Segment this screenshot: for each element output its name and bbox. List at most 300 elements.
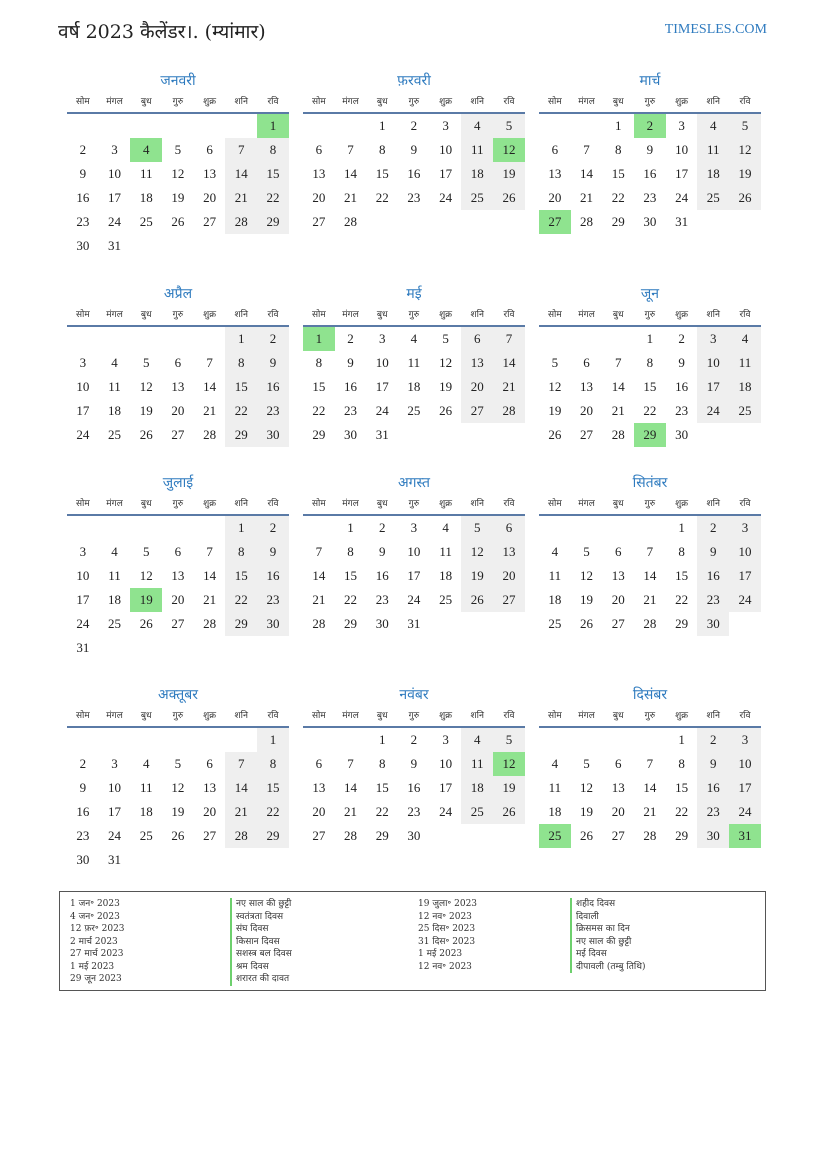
day-cell[interactable]: 13	[203, 166, 217, 181]
day-cell[interactable]: 15	[675, 780, 689, 795]
day-cell[interactable]: 13	[611, 780, 625, 795]
day-cell[interactable]: 8	[347, 544, 354, 559]
day-cell[interactable]: 4	[551, 544, 559, 559]
day-cell[interactable]: 23	[257, 588, 289, 612]
day-cell[interactable]: 12	[171, 166, 185, 181]
day-cell[interactable]: 2	[678, 331, 685, 346]
day-cell[interactable]: 1	[678, 520, 685, 535]
day-cell[interactable]: 13	[461, 351, 493, 375]
day-cell[interactable]: 13	[580, 379, 594, 394]
day-cell[interactable]: 12	[461, 540, 493, 564]
day-cell[interactable]: 4	[461, 114, 493, 138]
day-cell[interactable]: 15	[257, 776, 289, 800]
day-cell[interactable]: 26	[580, 616, 594, 631]
day-cell[interactable]: 11	[548, 780, 562, 795]
day-cell[interactable]: 22	[375, 190, 389, 205]
day-cell[interactable]: 27	[611, 828, 625, 843]
day-cell[interactable]: 6	[583, 355, 590, 370]
day-cell[interactable]: 3	[111, 756, 118, 771]
day-cell[interactable]: 6	[206, 756, 213, 771]
day-cell[interactable]: 11	[139, 780, 153, 795]
day-cell[interactable]: 4	[729, 327, 761, 351]
day-cell[interactable]: 11	[461, 138, 493, 162]
day-cell[interactable]: 8	[225, 351, 257, 375]
day-cell[interactable]: 21	[643, 592, 657, 607]
day-cell[interactable]: 23	[344, 403, 358, 418]
day-cell[interactable]: 9	[646, 142, 654, 157]
day-cell[interactable]: 24	[108, 214, 122, 229]
day-cell[interactable]: 11	[461, 752, 493, 776]
day-cell[interactable]: 16	[76, 190, 90, 205]
day-cell[interactable]: 11	[729, 351, 761, 375]
day-cell[interactable]: 26	[439, 403, 453, 418]
day-cell[interactable]: 5	[729, 114, 761, 138]
day-cell[interactable]: 25	[139, 828, 153, 843]
day-cell[interactable]: 8	[378, 756, 386, 771]
day-cell[interactable]: 23	[257, 399, 289, 423]
day-cell[interactable]: 15	[643, 379, 657, 394]
day-cell[interactable]: 17	[108, 190, 122, 205]
day-cell[interactable]: 12	[171, 780, 185, 795]
day-cell[interactable]: 24	[76, 616, 90, 631]
day-cell[interactable]: 4	[442, 520, 449, 535]
day-cell[interactable]: 21	[611, 403, 625, 418]
day-cell[interactable]: 30	[257, 423, 289, 447]
day-cell[interactable]: 1	[614, 118, 622, 133]
day-cell[interactable]: 6	[174, 355, 182, 370]
day-cell[interactable]: 9	[79, 780, 87, 795]
day-cell[interactable]: 25	[139, 214, 153, 229]
day-cell[interactable]: 30	[76, 238, 90, 253]
day-cell[interactable]: 28	[344, 828, 358, 843]
day-cell[interactable]: 2	[378, 520, 386, 535]
day-cell[interactable]: 9	[678, 355, 685, 370]
day-cell[interactable]: 8	[646, 355, 654, 370]
day-cell[interactable]: 7	[206, 544, 213, 559]
day-cell[interactable]: 20	[203, 190, 217, 205]
day-cell[interactable]: 21	[225, 800, 257, 824]
day-cell[interactable]: 7	[646, 756, 654, 771]
day-cell[interactable]: 18	[439, 568, 453, 583]
day-cell[interactable]: 5	[142, 355, 150, 370]
day-cell[interactable]: 25	[439, 592, 453, 607]
day-cell[interactable]: 4	[142, 756, 150, 771]
day-cell[interactable]: 15	[225, 375, 257, 399]
day-cell[interactable]: 21	[344, 190, 358, 205]
day-cell[interactable]: 26	[171, 214, 185, 229]
day-cell[interactable]: 17	[108, 804, 122, 819]
site-link[interactable]: TIMESLES.COM	[664, 22, 767, 37]
day-cell[interactable]: 22	[225, 588, 257, 612]
day-cell[interactable]: 25	[108, 616, 122, 631]
day-cell[interactable]: 2	[257, 516, 289, 540]
day-cell[interactable]: 20	[171, 592, 185, 607]
day-cell[interactable]: 12	[729, 138, 761, 162]
day-cell[interactable]: 25	[461, 800, 493, 824]
day-cell[interactable]: 28	[643, 828, 657, 843]
day-cell[interactable]: 21	[225, 186, 257, 210]
day-cell[interactable]: 18	[548, 804, 562, 819]
day-cell[interactable]: 5	[583, 756, 590, 771]
day-cell[interactable]: 23	[643, 190, 657, 205]
day-cell[interactable]: 11	[548, 568, 562, 583]
day-cell[interactable]: 25	[548, 616, 562, 631]
day-cell[interactable]: 19	[439, 379, 453, 394]
day-cell[interactable]: 26	[729, 186, 761, 210]
day-cell[interactable]: 17	[439, 780, 453, 795]
day-cell[interactable]: 23	[407, 190, 421, 205]
day-cell[interactable]: 10	[439, 142, 453, 157]
day-cell[interactable]: 16	[675, 379, 689, 394]
day-cell[interactable]: 2	[697, 728, 729, 752]
day-cell[interactable]: 12	[139, 379, 153, 394]
day-cell[interactable]: 8	[315, 355, 323, 370]
day-cell[interactable]: 29	[675, 828, 689, 843]
day-cell[interactable]: 21	[643, 804, 657, 819]
day-cell[interactable]: 23	[76, 828, 90, 843]
day-cell[interactable]: 5	[442, 331, 449, 346]
day-cell[interactable]: 18	[108, 592, 122, 607]
day-cell[interactable]: 5	[174, 142, 182, 157]
day-cell[interactable]: 30	[344, 427, 358, 442]
day-cell[interactable]: 9	[257, 351, 289, 375]
day-cell[interactable]: 14	[203, 379, 217, 394]
day-cell[interactable]: 29	[312, 427, 326, 442]
holiday-day-cell[interactable]: 12	[493, 752, 525, 776]
day-cell[interactable]: 26	[461, 588, 493, 612]
day-cell[interactable]: 27	[312, 214, 326, 229]
day-cell[interactable]: 22	[643, 403, 657, 418]
day-cell[interactable]: 30	[375, 616, 389, 631]
day-cell[interactable]: 22	[257, 800, 289, 824]
day-cell[interactable]: 3	[442, 732, 449, 747]
day-cell[interactable]: 15	[225, 564, 257, 588]
holiday-day-cell[interactable]: 1	[257, 114, 289, 138]
day-cell[interactable]: 3	[79, 544, 87, 559]
day-cell[interactable]: 24	[108, 828, 122, 843]
day-cell[interactable]: 27	[580, 427, 594, 442]
day-cell[interactable]: 20	[461, 375, 493, 399]
day-cell[interactable]: 6	[315, 756, 323, 771]
day-cell[interactable]: 17	[407, 568, 421, 583]
day-cell[interactable]: 10	[76, 568, 90, 583]
day-cell[interactable]: 8	[257, 752, 289, 776]
day-cell[interactable]: 10	[439, 756, 453, 771]
day-cell[interactable]: 13	[548, 166, 562, 181]
day-cell[interactable]: 1	[257, 728, 289, 752]
day-cell[interactable]: 26	[493, 800, 525, 824]
day-cell[interactable]: 27	[493, 588, 525, 612]
day-cell[interactable]: 14	[493, 351, 525, 375]
day-cell[interactable]: 19	[493, 162, 525, 186]
day-cell[interactable]: 1	[347, 520, 354, 535]
day-cell[interactable]: 3	[410, 520, 418, 535]
day-cell[interactable]: 20	[611, 804, 625, 819]
day-cell[interactable]: 5	[551, 355, 559, 370]
day-cell[interactable]: 22	[312, 403, 326, 418]
day-cell[interactable]: 21	[203, 403, 217, 418]
day-cell[interactable]: 3	[729, 728, 761, 752]
day-cell[interactable]: 21	[344, 804, 358, 819]
day-cell[interactable]: 4	[111, 544, 118, 559]
day-cell[interactable]: 11	[407, 355, 421, 370]
day-cell[interactable]: 12	[580, 568, 594, 583]
day-cell[interactable]: 6	[174, 544, 182, 559]
day-cell[interactable]: 29	[225, 612, 257, 636]
day-cell[interactable]: 20	[611, 592, 625, 607]
day-cell[interactable]: 24	[375, 403, 389, 418]
day-cell[interactable]: 3	[442, 118, 449, 133]
day-cell[interactable]: 19	[171, 190, 185, 205]
day-cell[interactable]: 23	[375, 592, 389, 607]
day-cell[interactable]: 18	[139, 190, 153, 205]
day-cell[interactable]: 2	[79, 142, 87, 157]
day-cell[interactable]: 3	[678, 118, 685, 133]
day-cell[interactable]: 13	[493, 540, 525, 564]
day-cell[interactable]: 11	[139, 166, 153, 181]
day-cell[interactable]: 24	[729, 588, 761, 612]
day-cell[interactable]: 9	[410, 142, 418, 157]
day-cell[interactable]: 8	[678, 544, 685, 559]
day-cell[interactable]: 30	[643, 214, 657, 229]
day-cell[interactable]: 17	[375, 379, 389, 394]
day-cell[interactable]: 9	[697, 540, 729, 564]
day-cell[interactable]: 4	[697, 114, 729, 138]
day-cell[interactable]: 6	[461, 327, 493, 351]
day-cell[interactable]: 14	[580, 166, 594, 181]
day-cell[interactable]: 10	[729, 752, 761, 776]
day-cell[interactable]: 31	[407, 616, 421, 631]
holiday-day-cell[interactable]: 12	[493, 138, 525, 162]
day-cell[interactable]: 18	[697, 162, 729, 186]
day-cell[interactable]: 27	[611, 616, 625, 631]
holiday-day-cell[interactable]: 1	[303, 327, 335, 351]
day-cell[interactable]: 18	[461, 776, 493, 800]
day-cell[interactable]: 5	[461, 516, 493, 540]
day-cell[interactable]: 16	[257, 564, 289, 588]
day-cell[interactable]: 27	[203, 828, 217, 843]
day-cell[interactable]: 17	[76, 403, 90, 418]
day-cell[interactable]: 14	[344, 780, 358, 795]
day-cell[interactable]: 7	[646, 544, 654, 559]
day-cell[interactable]: 31	[675, 214, 689, 229]
day-cell[interactable]: 27	[461, 399, 493, 423]
day-cell[interactable]: 25	[729, 399, 761, 423]
day-cell[interactable]: 20	[493, 564, 525, 588]
day-cell[interactable]: 25	[407, 403, 421, 418]
day-cell[interactable]: 1	[378, 118, 386, 133]
day-cell[interactable]: 30	[407, 828, 421, 843]
day-cell[interactable]: 13	[171, 379, 185, 394]
day-cell[interactable]: 7	[206, 355, 213, 370]
day-cell[interactable]: 22	[611, 190, 625, 205]
day-cell[interactable]: 15	[675, 568, 689, 583]
day-cell[interactable]: 14	[203, 568, 217, 583]
day-cell[interactable]: 7	[347, 142, 354, 157]
day-cell[interactable]: 16	[697, 564, 729, 588]
day-cell[interactable]: 8	[257, 138, 289, 162]
day-cell[interactable]: 4	[410, 331, 418, 346]
day-cell[interactable]: 6	[551, 142, 559, 157]
day-cell[interactable]: 20	[548, 190, 562, 205]
day-cell[interactable]: 6	[614, 544, 622, 559]
day-cell[interactable]: 8	[378, 142, 386, 157]
day-cell[interactable]: 6	[493, 516, 525, 540]
day-cell[interactable]: 17	[697, 375, 729, 399]
day-cell[interactable]: 29	[257, 210, 289, 234]
day-cell[interactable]: 24	[729, 800, 761, 824]
day-cell[interactable]: 26	[139, 616, 153, 631]
day-cell[interactable]: 24	[439, 190, 453, 205]
day-cell[interactable]: 22	[257, 186, 289, 210]
holiday-day-cell[interactable]: 29	[634, 423, 666, 447]
day-cell[interactable]: 27	[171, 427, 185, 442]
day-cell[interactable]: 21	[312, 592, 326, 607]
day-cell[interactable]: 7	[614, 355, 622, 370]
day-cell[interactable]: 2	[79, 756, 87, 771]
day-cell[interactable]: 28	[225, 210, 257, 234]
day-cell[interactable]: 24	[407, 592, 421, 607]
day-cell[interactable]: 23	[697, 800, 729, 824]
day-cell[interactable]: 19	[580, 804, 594, 819]
holiday-day-cell[interactable]: 19	[130, 588, 162, 612]
day-cell[interactable]: 11	[108, 568, 121, 583]
day-cell[interactable]: 24	[439, 804, 453, 819]
holiday-day-cell[interactable]: 27	[539, 210, 571, 234]
day-cell[interactable]: 28	[312, 616, 326, 631]
day-cell[interactable]: 29	[611, 214, 625, 229]
day-cell[interactable]: 31	[375, 427, 389, 442]
day-cell[interactable]: 26	[493, 186, 525, 210]
day-cell[interactable]: 30	[76, 852, 90, 867]
day-cell[interactable]: 7	[347, 756, 354, 771]
day-cell[interactable]: 20	[312, 804, 326, 819]
day-cell[interactable]: 12	[580, 780, 594, 795]
day-cell[interactable]: 2	[410, 732, 418, 747]
day-cell[interactable]: 14	[225, 776, 257, 800]
day-cell[interactable]: 16	[375, 568, 389, 583]
day-cell[interactable]: 20	[203, 804, 217, 819]
day-cell[interactable]: 29	[375, 828, 389, 843]
day-cell[interactable]: 22	[675, 592, 689, 607]
day-cell[interactable]: 27	[203, 214, 217, 229]
day-cell[interactable]: 3	[729, 516, 761, 540]
day-cell[interactable]: 4	[111, 355, 118, 370]
day-cell[interactable]: 20	[312, 190, 326, 205]
day-cell[interactable]: 30	[697, 824, 729, 848]
day-cell[interactable]: 20	[580, 403, 594, 418]
day-cell[interactable]: 19	[493, 776, 525, 800]
day-cell[interactable]: 17	[439, 166, 453, 181]
day-cell[interactable]: 25	[697, 186, 729, 210]
day-cell[interactable]: 15	[375, 780, 389, 795]
day-cell[interactable]: 5	[174, 756, 182, 771]
day-cell[interactable]: 17	[76, 592, 90, 607]
day-cell[interactable]: 8	[225, 540, 257, 564]
day-cell[interactable]: 1	[678, 732, 685, 747]
holiday-day-cell[interactable]: 31	[729, 824, 761, 848]
day-cell[interactable]: 18	[407, 379, 421, 394]
day-cell[interactable]: 10	[407, 544, 421, 559]
day-cell[interactable]: 27	[171, 616, 185, 631]
day-cell[interactable]: 22	[375, 804, 389, 819]
day-cell[interactable]: 31	[108, 852, 122, 867]
day-cell[interactable]: 23	[675, 403, 689, 418]
day-cell[interactable]: 7	[225, 138, 257, 162]
day-cell[interactable]: 15	[344, 568, 358, 583]
day-cell[interactable]: 28	[225, 824, 257, 848]
day-cell[interactable]: 10	[108, 166, 122, 181]
day-cell[interactable]: 19	[171, 804, 185, 819]
day-cell[interactable]: 9	[410, 756, 418, 771]
day-cell[interactable]: 10	[697, 351, 729, 375]
day-cell[interactable]: 23	[697, 588, 729, 612]
day-cell[interactable]: 29	[257, 824, 289, 848]
day-cell[interactable]: 6	[614, 756, 622, 771]
day-cell[interactable]: 14	[225, 162, 257, 186]
day-cell[interactable]: 22	[675, 804, 689, 819]
day-cell[interactable]: 19	[139, 403, 153, 418]
day-cell[interactable]: 16	[407, 780, 421, 795]
day-cell[interactable]: 27	[312, 828, 326, 843]
day-cell[interactable]: 15	[312, 379, 326, 394]
day-cell[interactable]: 10	[76, 379, 90, 394]
day-cell[interactable]: 7	[315, 544, 323, 559]
day-cell[interactable]: 14	[344, 166, 358, 181]
day-cell[interactable]: 10	[108, 780, 122, 795]
day-cell[interactable]: 4	[551, 756, 559, 771]
day-cell[interactable]: 9	[79, 166, 87, 181]
day-cell[interactable]: 14	[611, 379, 625, 394]
day-cell[interactable]: 5	[493, 114, 525, 138]
day-cell[interactable]: 19	[548, 403, 562, 418]
day-cell[interactable]: 31	[108, 238, 122, 253]
day-cell[interactable]: 18	[108, 403, 122, 418]
day-cell[interactable]: 26	[548, 427, 562, 442]
day-cell[interactable]: 16	[344, 379, 358, 394]
day-cell[interactable]: 25	[461, 186, 493, 210]
day-cell[interactable]: 5	[142, 544, 150, 559]
day-cell[interactable]: 15	[257, 162, 289, 186]
day-cell[interactable]: 1	[378, 732, 386, 747]
day-cell[interactable]: 14	[643, 568, 657, 583]
day-cell[interactable]: 1	[225, 327, 257, 351]
day-cell[interactable]: 28	[580, 214, 594, 229]
day-cell[interactable]: 7	[493, 327, 525, 351]
day-cell[interactable]: 7	[225, 752, 257, 776]
day-cell[interactable]: 16	[697, 776, 729, 800]
day-cell[interactable]: 21	[493, 375, 525, 399]
day-cell[interactable]: 13	[312, 166, 326, 181]
day-cell[interactable]: 15	[375, 166, 389, 181]
holiday-day-cell[interactable]: 25	[539, 824, 571, 848]
day-cell[interactable]: 24	[675, 190, 689, 205]
day-cell[interactable]: 17	[675, 166, 689, 181]
day-cell[interactable]: 16	[407, 166, 421, 181]
day-cell[interactable]: 28	[643, 616, 657, 631]
day-cell[interactable]: 9	[378, 544, 386, 559]
day-cell[interactable]: 3	[111, 142, 118, 157]
day-cell[interactable]: 2	[410, 118, 418, 133]
day-cell[interactable]: 24	[697, 399, 729, 423]
day-cell[interactable]: 10	[675, 142, 689, 157]
day-cell[interactable]: 23	[407, 804, 421, 819]
day-cell[interactable]: 22	[225, 399, 257, 423]
day-cell[interactable]: 3	[697, 327, 729, 351]
day-cell[interactable]: 29	[225, 423, 257, 447]
day-cell[interactable]: 22	[344, 592, 358, 607]
day-cell[interactable]: 12	[139, 568, 153, 583]
